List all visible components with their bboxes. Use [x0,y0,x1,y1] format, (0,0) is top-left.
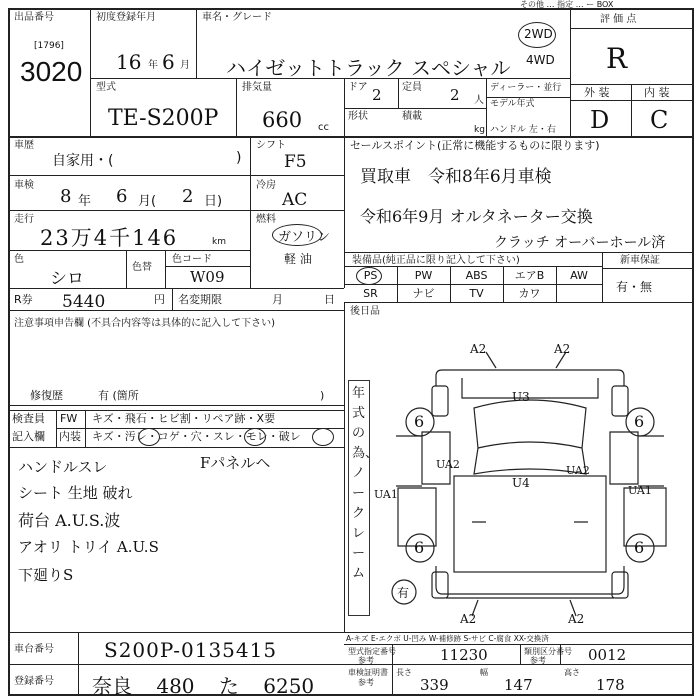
mileage-label: 走行 [14,214,34,225]
grid-line [692,8,694,696]
u3-mark: U3 [512,390,530,404]
a2-pointer-1 [486,352,496,368]
history-close: ) [236,150,242,166]
grid-line [236,78,237,136]
ac-label: 冷房 [256,180,276,191]
equip-ps: PS [363,269,378,282]
length-label: 長さ [396,668,412,677]
equip-leather: カワ [518,287,541,300]
model-year-label: モデル年式 [490,99,535,109]
capacity-value: 2 [450,86,460,104]
diagram-right-door [610,432,638,484]
equipment-label: 装備品(純正品に限り記入して下さい) [352,255,520,266]
chassis-value: S200P-0135415 [104,638,278,662]
grid-line [344,302,345,632]
category-value: 0012 [588,646,627,664]
color-label: 色 [14,254,24,265]
repair-value: 有 (箇所 [98,389,139,402]
later-docs-label: 後日品 [350,306,380,317]
first-reg-month: 6 [162,50,175,74]
int-label: 内 装 [644,86,670,99]
ua1-left-mark: UA1 [374,488,398,501]
recycle-label: R券 [14,293,33,306]
equip-navi: ナビ [412,287,435,300]
model-spec-value: 11230 [440,646,488,664]
grid-line [398,78,399,108]
height-value: 178 [596,676,625,694]
grid-line [486,78,487,136]
diagram-cargo-bed [454,476,606,572]
diagram-right-mirror [638,436,664,486]
tire-mark-rr: 6 [634,538,645,557]
grid-line [344,664,694,665]
dealer-label: ディーラー・並行 [490,83,562,93]
score-label: 評 価 点 [600,14,637,25]
a2-mark-3: A2 [460,612,477,626]
grid-line [344,252,692,253]
cc-unit: cc [318,122,329,133]
drive-2wd: 2WD [524,27,553,41]
ac-value: AC [282,190,308,210]
note-2: Fパネルヘ [200,454,271,472]
color-code-label: 色コード [172,254,212,265]
name-change-day: 日 [324,293,335,306]
doors-label: ドア [348,82,368,93]
tire-mark-fr: 6 [634,412,645,431]
tire-mark-rl: 6 [414,538,425,557]
model-name: ハイゼットトラック スペシャル [226,56,511,80]
grid-line [602,268,692,269]
wear-circle [244,428,266,446]
category-label: 類別区分番号 [524,647,572,656]
grid-line [196,8,197,78]
sales-line1: 買取車 令和8年6月車検 [360,167,552,187]
diagram-front-left-lamp [432,386,448,416]
sales-line3: クラッチ オーバーホール済 [494,235,666,251]
fuel-label: 燃料 [256,214,276,225]
diagram-front-right-lamp [612,386,628,416]
chassis-label: 車台番号 [14,644,54,655]
recycle-value: 5440 [62,292,106,312]
history-value: 自家用・( [52,153,114,169]
ua2-left-mark: UA2 [436,458,460,471]
handle-label: ハンドル 左・右 [490,125,556,135]
equip-aw: AW [570,269,588,282]
fw-label: FW [60,412,78,425]
score-value: R [606,42,628,75]
yen-unit: 円 [154,293,165,306]
rust-mark: 有 [397,586,410,600]
color-value: シロ [50,269,84,289]
inspection-label: 車検 [14,180,34,191]
no-claim-text: 年式の為、ノークレーム [352,386,379,581]
year-unit: 年 [148,60,158,71]
grid-line [8,175,344,176]
month-unit: 月 [180,60,190,71]
grid-line [8,405,344,406]
sales-label: セールスポイント(正常に機能するものに限ります) [350,139,600,152]
inspection-year-unit: 年 [78,194,92,209]
registration-value: 奈良 480 た 6250 [92,674,315,698]
torn-circle [312,428,334,446]
grid-line [78,632,79,694]
color-code-value: W09 [190,268,225,286]
int-grade: C [650,106,669,134]
doors-value: 2 [372,86,382,104]
note-3: シート 生地 破れ [18,484,133,502]
a2-mark-4: A2 [568,612,585,626]
tire-mark-fl: 6 [414,412,425,431]
grid-line [8,410,344,411]
category-ref: 参考 [530,656,546,665]
equip-sr: SR [363,287,378,300]
a2-mark-2: A2 [554,342,571,356]
type-label: 型式 [96,82,116,93]
u4-mark: U4 [512,476,530,490]
length-value: 339 [420,676,449,694]
fw-items: キズ・飛石・ヒビ割・リペア跡・X要 [92,412,276,425]
inspection-day-unit: 日) [204,194,223,209]
equip-pw: PW [414,269,433,282]
model-grade-label: 車名・グレード [202,12,272,23]
disp-label: 排気量 [242,82,272,93]
grid-line [165,266,250,267]
grid-line [8,632,694,633]
grid-line [90,8,91,136]
diagram-rear-gate [436,566,624,594]
grid-line [8,447,344,448]
name-change-month: 月 [272,293,283,306]
capacity-label: 定員 [402,82,422,93]
kg-unit: kg [474,125,485,135]
top-right-cut: その他 … 指定 … ー BOX [520,0,614,9]
grid-line [8,136,694,138]
grid-line [486,97,570,98]
equip-tv: TV [469,287,484,300]
grid-line [8,210,344,211]
a2-mark-1: A2 [470,342,487,356]
grid-line [8,664,344,665]
name-change-label: 名変期限 [178,293,222,306]
grid-line [631,84,632,136]
grid-line [8,8,10,696]
stain-circle [138,428,160,446]
repair-close: ) [320,389,325,402]
ext-label: 外 装 [584,86,610,99]
grid-line [172,288,173,310]
shift-label: シフト [256,140,286,151]
notes-label: 注意事項申告欄 (不具合内容等は具体的に記入して下さい) [14,318,275,329]
lot-sub: [1796] [34,41,64,51]
model-spec-ref: 参考 [358,656,374,665]
first-reg-label: 初度登録年月 [96,12,156,23]
grid-line [250,136,251,288]
grid-line [344,302,692,303]
type-value: TE-S200P [108,106,219,131]
inspection-day: 2 [182,186,194,207]
grid-line [56,428,344,429]
inspection-month-unit: 月( [138,194,157,209]
diagram-left-mirror [396,436,422,486]
grid-line [344,78,345,136]
diagram-windshield [474,400,586,448]
equip-airbag: エアB [514,269,545,282]
km-unit: km [212,237,226,247]
note-4: 荷台 A.U.S.波 [18,511,121,530]
fuel-gas: ガソリン [278,230,331,245]
model-spec-label: 型式指定番号 [348,647,396,656]
note-5: アオリ トリイ A.U.S [18,538,159,556]
grid-line [165,250,166,288]
mileage-value: 23万4千146 [40,226,179,250]
grid-line [344,284,602,285]
inspection-month: 6 [116,186,128,207]
ext-grade: D [590,106,610,134]
size-ref: 参考 [358,678,374,687]
width-value: 147 [504,676,533,694]
new-warranty-value: 有・無 [616,280,653,294]
width-label: 幅 [480,668,488,677]
first-reg-year: 16 [116,50,142,74]
grid-line [344,108,486,109]
note-1: ハンドルスレ [18,458,108,476]
lot-number: 3020 [20,56,83,87]
ua1-right-mark: UA1 [628,484,652,497]
repair-label: 修復歴 [30,389,63,402]
inspector-label-1: 検査員 [12,412,45,425]
grid-line [602,252,603,302]
int-check-label: 内装 [59,430,81,443]
new-warranty-label: 新車保証 [620,255,660,266]
sales-line2: 令和6年9月 オルタネーター交換 [360,207,593,226]
inspector-label-2: 記入欄 [12,430,45,443]
equip-abs: ABS [465,269,488,282]
disp-value: 660 [262,108,303,132]
fuel-light: 軽 油 [284,252,312,266]
person-unit: 人 [474,95,484,106]
history-label: 車歴 [14,140,34,151]
shift-value: F5 [284,152,307,172]
grid-line [520,644,521,664]
grid-line [344,644,694,645]
grid-line [85,410,86,447]
height-label: 高さ [564,668,580,677]
diagram-front-panel [462,378,598,398]
shape-label: 形状 [348,111,368,122]
damage-legend: A-キズ E-エクボ U-凹み W-補修跡 S-サビ C-腐食 XX-交換済 [346,634,549,643]
int-check-items: キズ・汚レ・コゲ・穴・スレ・モレ・破レ [92,430,301,443]
grid-line [8,310,344,311]
grid-line [126,250,127,288]
color-change-label: 色替 [132,262,152,273]
grid-line [570,28,692,29]
diagram-front-bumper [436,370,624,386]
equip-ps-circle [356,267,382,285]
ua2-right-mark: UA2 [566,464,590,477]
size-label: 車検証明書 [348,668,388,677]
note-6: 下廻りS [18,566,74,584]
registration-label: 登録番号 [14,676,54,687]
drive-4wd: 4WD [526,53,555,67]
lot-label: 出品番号 [14,12,54,23]
load-label: 積載 [402,111,422,122]
inspection-year: 8 [60,186,72,207]
